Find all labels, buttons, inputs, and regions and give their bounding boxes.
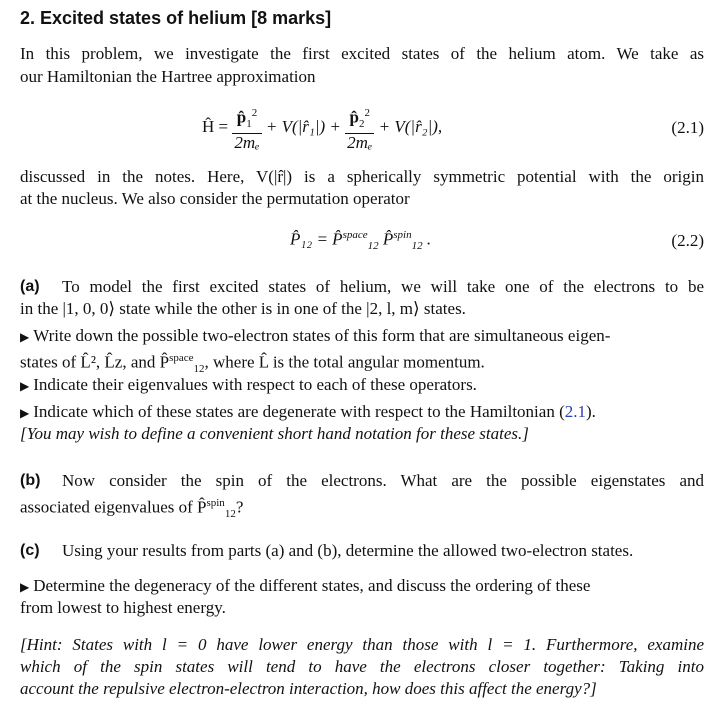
bullet-triangle-icon: ▶ bbox=[20, 379, 30, 393]
intro-line-1: In this problem, we investigate the first excited states of the helium atom. We take as bbox=[20, 44, 704, 63]
part-c-hint-line-2: which of the spin states will tend to have the electrons closer together: Taking into bbox=[20, 657, 704, 676]
text-after-eq1-line-1: discussed in the notes. Here, V(|r̂|) is a spherically symmetric potential with the origin bbox=[20, 167, 704, 186]
part-a-label: (a) bbox=[20, 278, 40, 295]
part-a-line-2: in the |1, 0, 0⟩ state while the other is in one of the |2, l, m⟩ states. bbox=[20, 299, 466, 318]
bullet-triangle-icon: ▶ bbox=[20, 330, 30, 344]
part-c-bullet-1-line-1: ▶ Determine the degeneracy of the different states, and discuss the ordering of these bbox=[20, 576, 591, 595]
part-b-label: (b) bbox=[20, 472, 41, 489]
bullet-triangle-icon: ▶ bbox=[20, 406, 30, 420]
part-a-bullet-1-line-1: ▶ Write down the possible two-electron states of this form that are simultaneous eigen- bbox=[20, 326, 611, 345]
part-c-hint-line-1: [Hint: States with l = 0 have lower energy than those with l = 1. Furthermore, examine bbox=[20, 635, 704, 654]
part-c-line-1: Using your results from parts (a) and (b), determine the allowed two-electron states. bbox=[62, 541, 634, 560]
part-b-line-2: associated eigenvalues of P̂$^{spin}_{12}$? bbox=[20, 497, 244, 521]
part-a-bullet-3: ▶ Indicate which of these states are degenerate with respect to the Hamiltonian (2.1). bbox=[20, 402, 596, 421]
part-c-bullet-1-line-2: from lowest to highest energy. bbox=[20, 598, 226, 617]
eq1-fraction-2: $\frac{p̂_2^2}{\text{2mₑ}}$ bbox=[345, 104, 374, 152]
equation-permutation: P̂₁₂ = P̂$^{space}_{12}$ P̂$^{spin}_{12}$ . bbox=[290, 229, 432, 253]
part-c-label: (c) bbox=[20, 542, 40, 559]
equation-number-2-1: (2.1) bbox=[671, 118, 704, 137]
bullet-triangle-icon: ▶ bbox=[20, 580, 30, 594]
eq1-middle: + V(|r̂₁|) + bbox=[265, 116, 341, 136]
eq1-tail: + V(|r̂₂|), bbox=[378, 116, 443, 136]
part-a-note: [You may wish to define a convenient short hand notation for these states.] bbox=[20, 424, 529, 443]
problem-heading: 2. Excited states of helium [8 marks] bbox=[20, 8, 332, 28]
part-b-line-1: Now consider the spin of the electrons. What are the possible eigenstates and bbox=[62, 471, 704, 490]
eq1-fraction-1: $\frac{p̂_1^2}{\text{2mₑ}}$ bbox=[232, 104, 261, 152]
equation-hamiltonian bbox=[202, 104, 442, 152]
part-c-hint-line-3: account the repulsive electron-electron interaction, how does this affect the energy?] bbox=[20, 679, 597, 698]
text-after-eq1-line-2: at the nucleus. We also consider the permutation operator bbox=[20, 189, 410, 208]
part-a-bullet-2: ▶ Indicate their eigenvalues with respect to each of these operators. bbox=[20, 375, 477, 394]
part-a-line-1: To model the first excited states of helium, we will take one of the electrons to be bbox=[62, 277, 704, 296]
part-a-bullet-1-line-2: states of L̂², L̂z, and P̂$^{space}_{12}$, where L̂ is the total angular momentum. bbox=[20, 352, 485, 376]
eq1-lhs: Ĥ = bbox=[202, 116, 229, 136]
equation-number-2-2: (2.2) bbox=[671, 231, 704, 250]
intro-line-2: our Hamiltonian the Hartree approximation bbox=[20, 67, 316, 86]
equation-reference-link[interactable]: 2.1 bbox=[564, 402, 586, 421]
